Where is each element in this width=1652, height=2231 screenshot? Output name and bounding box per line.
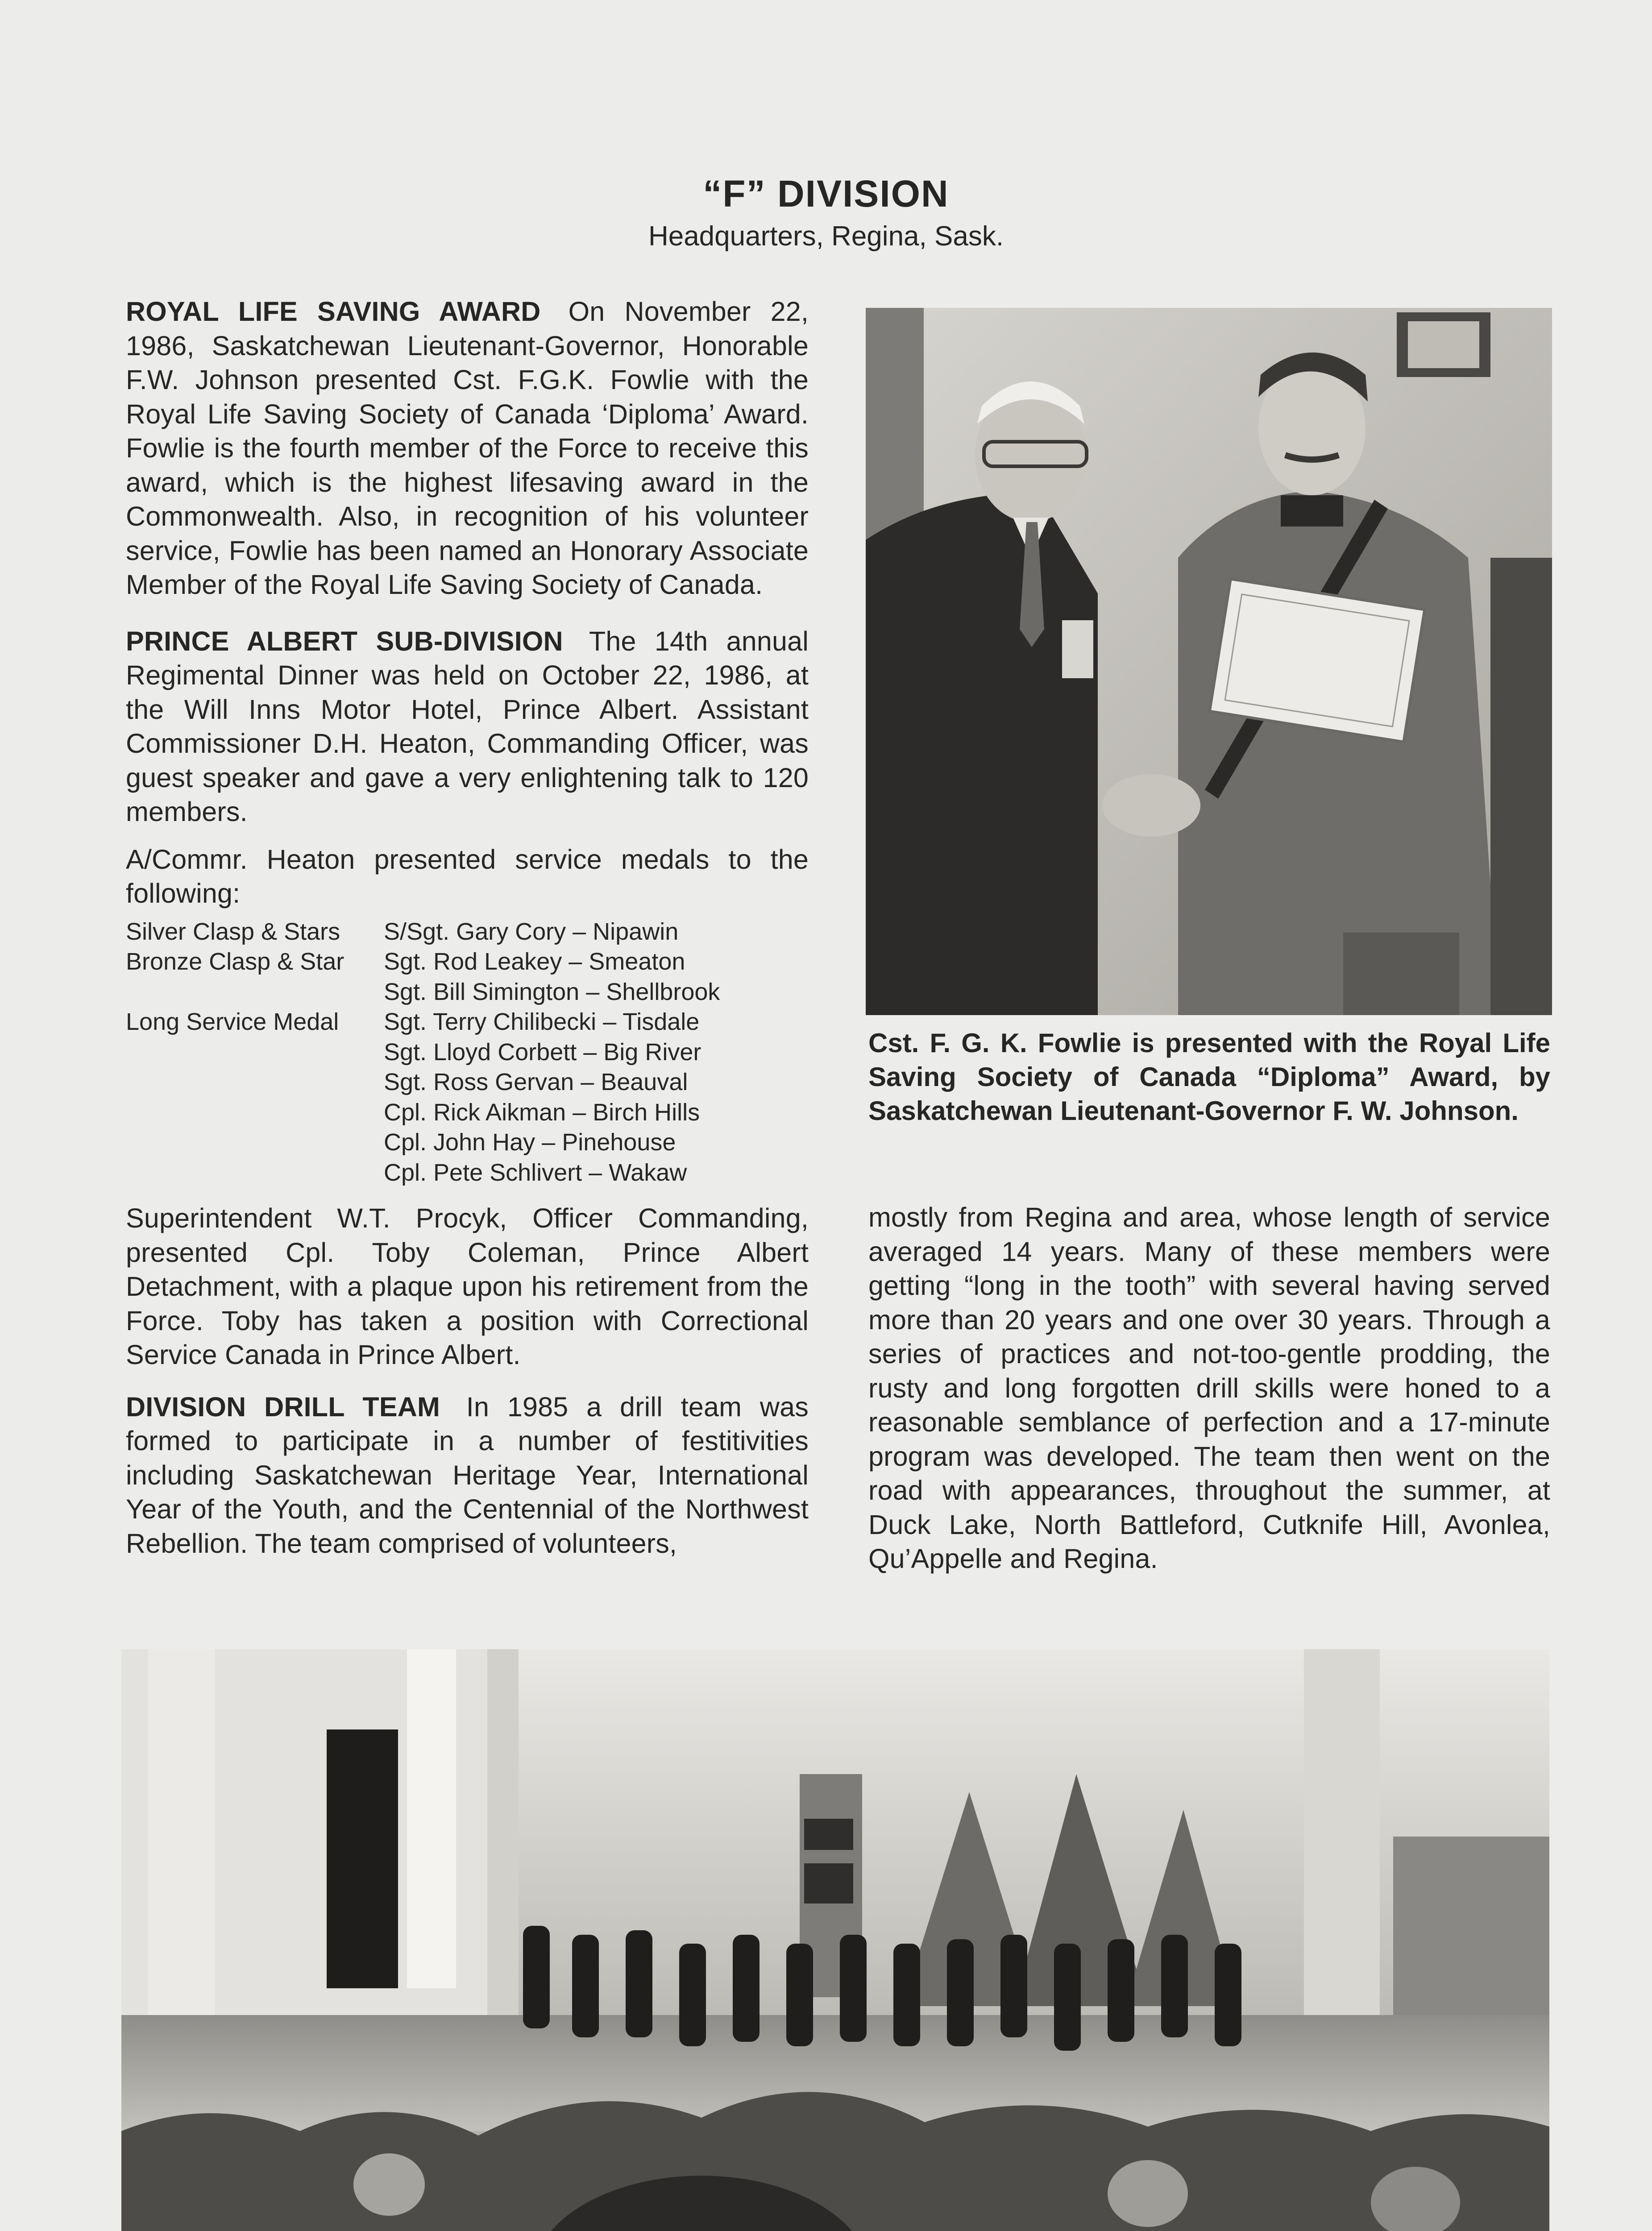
medal-type: Bronze Clasp & Star	[126, 948, 345, 975]
drill-team-photo	[121, 1649, 1549, 2231]
prince-albert-heading: PRINCE ALBERT SUB-DIVISION	[126, 626, 563, 656]
medal-row	[126, 1158, 809, 1188]
medal-type	[126, 1128, 384, 1158]
medal-type: Long Service Medal	[126, 1008, 339, 1035]
medal-recipient: Sgt. Rod Leakey – Smeaton	[384, 948, 685, 975]
medal-recipient: S/Sgt. Gary Cory – Nipawin	[384, 918, 679, 945]
medal-row	[126, 977, 809, 1008]
medal-row	[126, 947, 809, 977]
medal-type: Silver Clasp & Stars	[126, 918, 340, 945]
medal-row	[126, 1067, 809, 1098]
page-header	[0, 172, 1652, 254]
left-column	[126, 294, 809, 1574]
medals-list	[126, 917, 809, 1188]
medal-recipient: Sgt. Ross Gervan – Beauval	[384, 1069, 688, 1095]
division-subtitle: Headquarters, Regina, Sask.	[648, 221, 1004, 252]
prince-albert-text: The 14th annual Regimental Dinner was held on October 22, 1986, at the Will Inns Motor Hotel, Prince Albert. Assistant Commissioner D.H. Heaton, Commanding Officer, was guest speaker and gave a very enlightening talk to 120 members.	[126, 626, 809, 827]
medals-intro: A/Commr. Heaton presented service medals to the following:	[126, 844, 809, 908]
drill-team-continued: mostly from Regina and area, whose length of service averaged 14 years. Many of these members were getting “long in the tooth” with several having served more than 20 years and one over 30 years. Through a series of practices and not-too-gentle prodding, the rusty and long forgotten drill skills were honed to a reasonable semblance of perfection and a 17-minute program was developed. The team then went on the road with appearances, throughout the summer, at Duck Lake, North Battleford, Cutknife Hill, Avonlea, Qu’Appelle and Regina.	[868, 1202, 1550, 1574]
right-column	[868, 1200, 1550, 1589]
award-photo-illustration	[866, 308, 1552, 1015]
retirement-paragraph: Superintendent W.T. Procyk, Officer Commanding, presented Cpl. Toby Coleman, Prince Albert Detachment, with a plaque upon his retirement from the Force. Toby has taken a position with Correctional Service Canada in Prince Albert.	[126, 1203, 809, 1370]
medal-type	[126, 1158, 384, 1188]
drill-team-text: In 1985 a drill team was formed to participate in a number of festitivities including Saskatchewan Heritage Year, International Year of the Youth, and the Centennial of the Northwest Rebellion. The team comprised of volunteers,	[126, 1391, 809, 1559]
medal-recipient: Cpl. John Hay – Pinehouse	[384, 1129, 676, 1156]
medal-type	[126, 1037, 384, 1068]
medal-recipient: Sgt. Terry Chilibecki – Tisdale	[384, 1008, 700, 1035]
prince-albert-article	[126, 624, 809, 829]
medal-recipient: Sgt. Lloyd Corbett – Big River	[384, 1038, 701, 1066]
royal-life-saving-heading: ROYAL LIFE SAVING AWARD	[126, 296, 541, 327]
medal-recipient: Sgt. Bill Simington – Shellbrook	[384, 978, 720, 1005]
medal-recipient: Cpl. Pete Schlivert – Wakaw	[384, 1159, 687, 1186]
royal-life-saving-article	[126, 294, 809, 602]
royal-life-saving-text: On November 22, 1986, Saskatchewan Lieutenant-Governor, Honorable F.W. Johnson presented Cst. F.G.K. Fowlie with the Royal Life Saving Society of Canada ‘Diploma’ Award. Fowlie is the fourth member of the Force to receive this award, which is the highest lifesaving award in the Commonwealth. Also, in recognition of his volunteer service, Fowlie has been named an Honorary Associate Member of the Royal Life Saving Society of Canada.	[126, 296, 809, 600]
drill-team-photo-illustration	[121, 1649, 1549, 2231]
medal-row	[126, 1037, 809, 1068]
medal-row	[126, 1128, 809, 1158]
drill-team-heading: DIVISION DRILL TEAM	[126, 1391, 440, 1422]
medal-row	[126, 917, 809, 947]
medal-row	[126, 1007, 809, 1037]
medal-row	[126, 1098, 809, 1128]
award-photo-caption: Cst. F. G. K. Fowlie is presented with the Royal Life Saving Society of Canada “Diploma” Award, by Saskatchewan Lieutenant-Governor F. W. Johnson.	[868, 1028, 1550, 1126]
medal-type	[126, 977, 384, 1008]
medal-type	[126, 1067, 384, 1098]
drill-team-article	[126, 1390, 809, 1561]
award-photo	[866, 308, 1552, 1015]
division-title: “F” DIVISION	[703, 173, 949, 215]
medal-type	[126, 1098, 384, 1128]
medal-recipient: Cpl. Rick Aikman – Birch Hills	[384, 1099, 700, 1126]
